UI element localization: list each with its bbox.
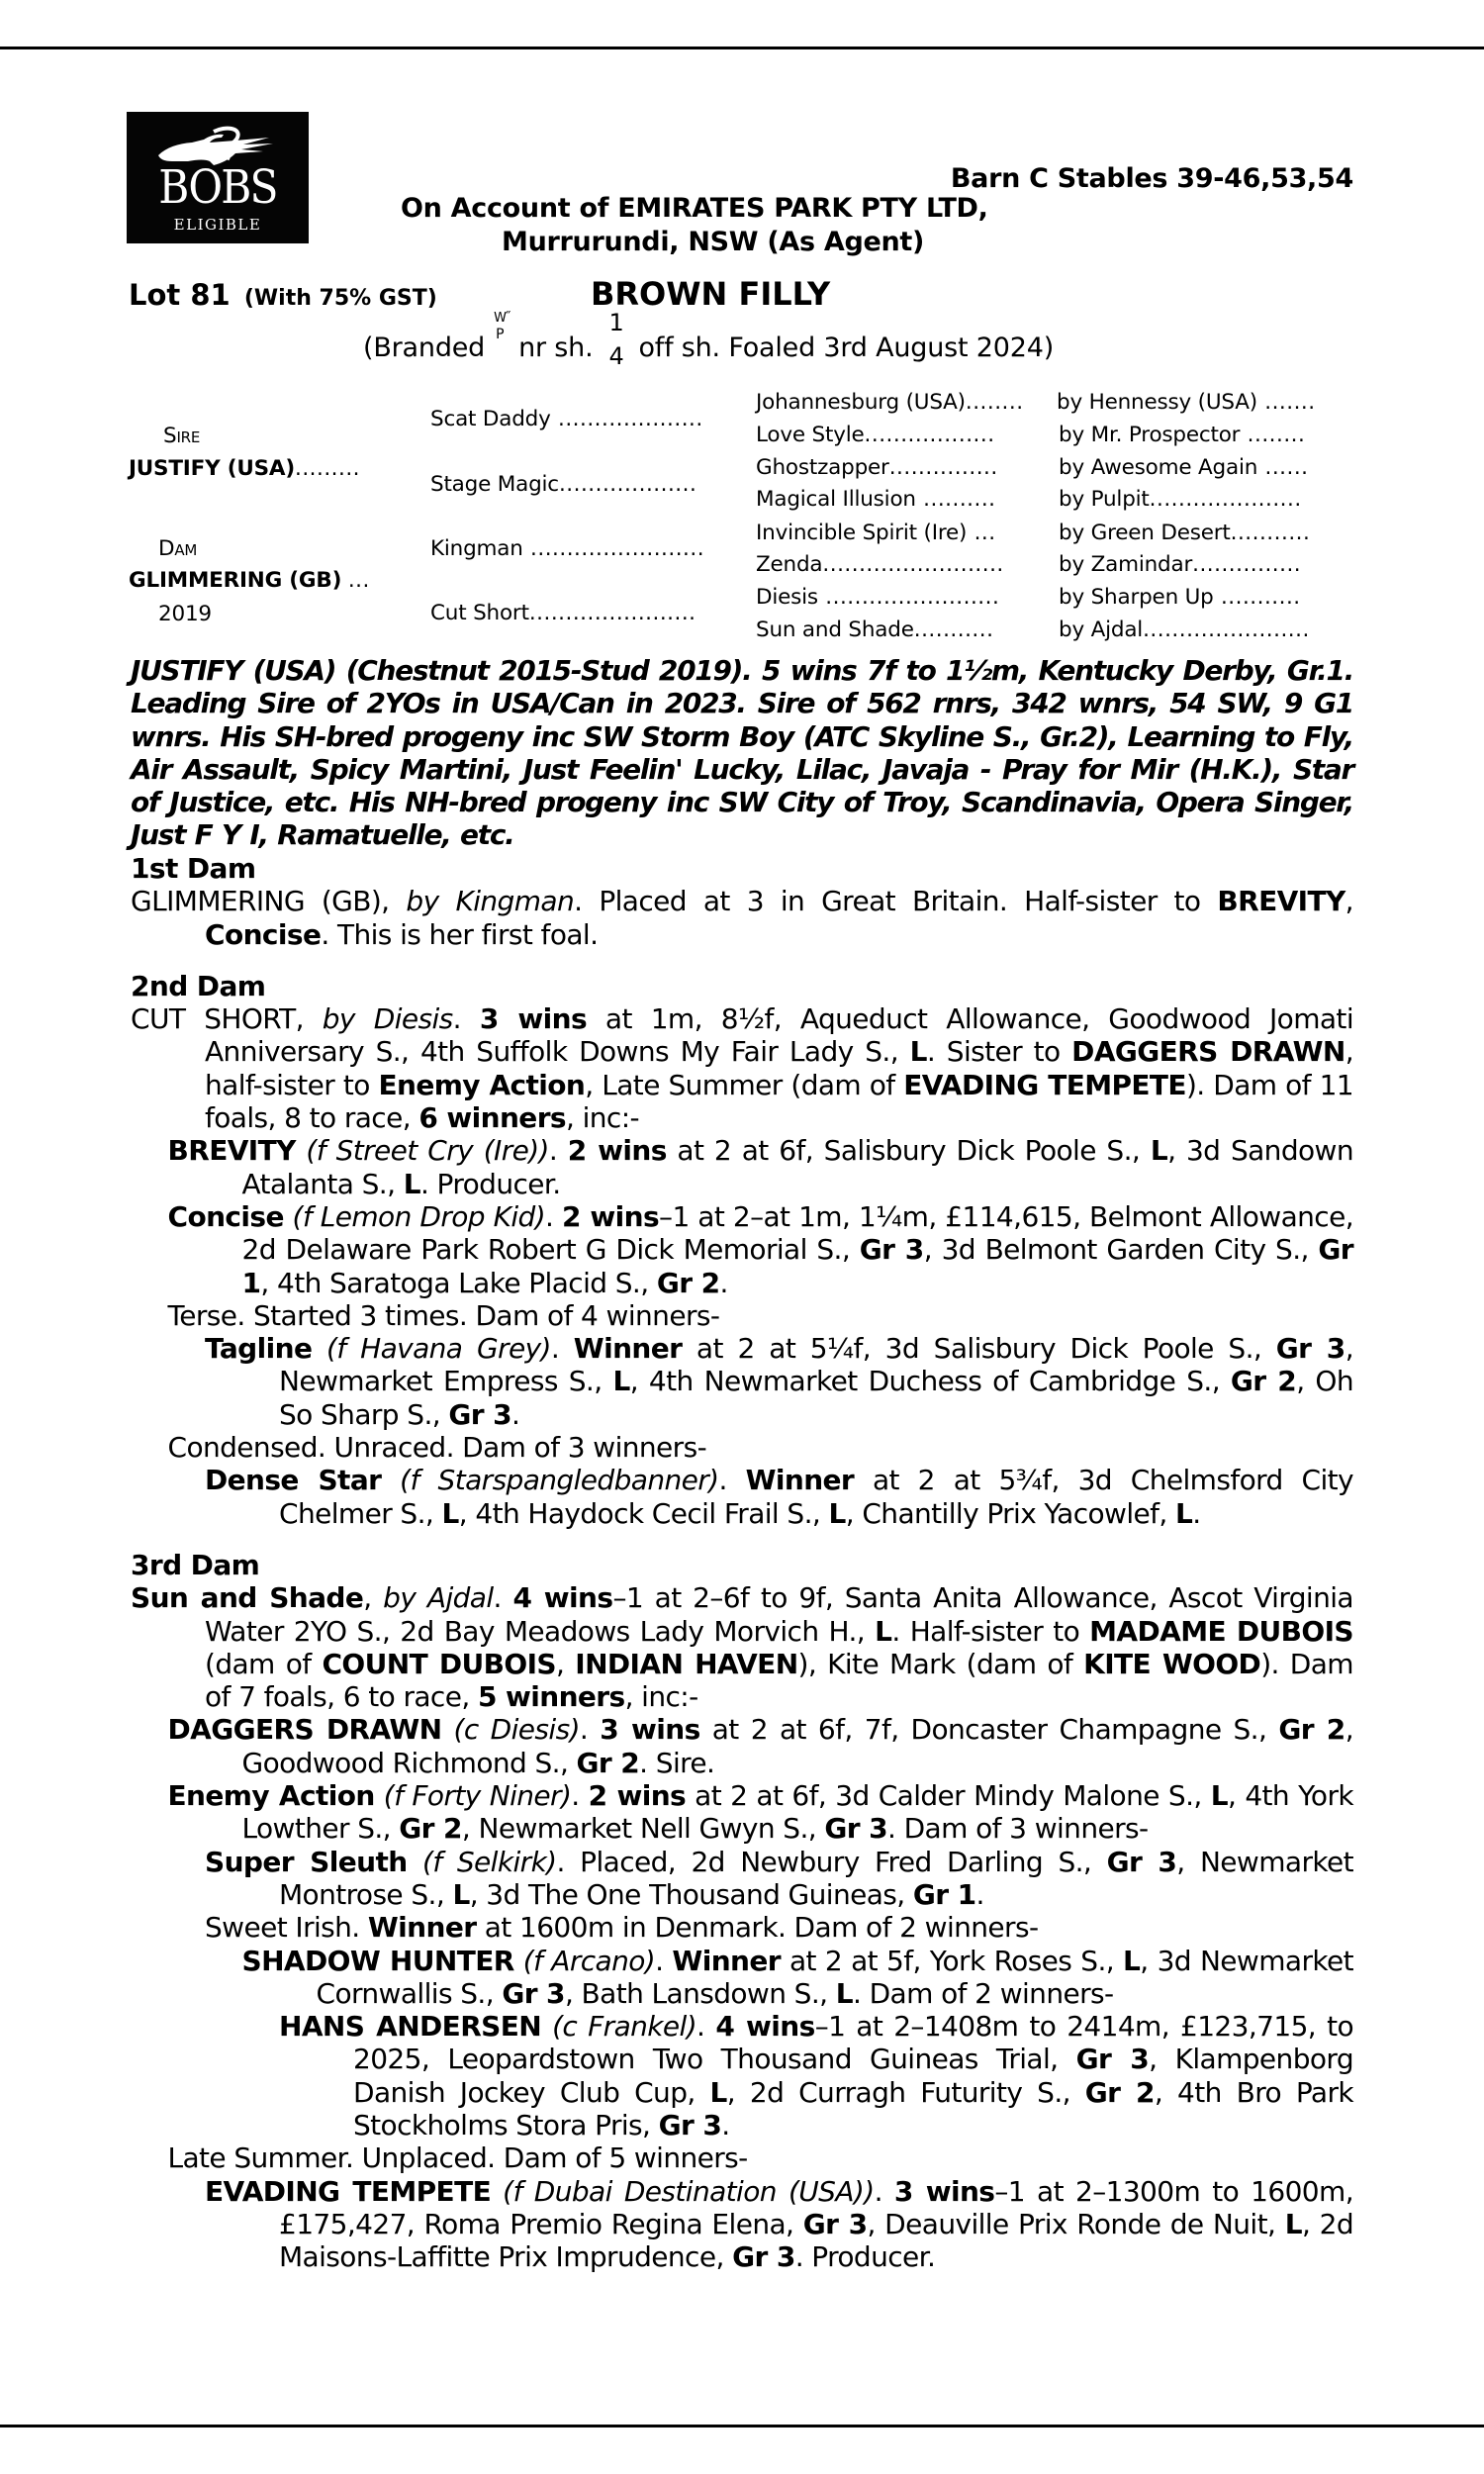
- brand-fraction: 1 4: [608, 309, 624, 370]
- section-heading: 2nd Dam: [131, 969, 266, 1002]
- pedigree-paragraph: GLIMMERING (GB), by Kingman. Placed at 3 in Great Britain. Half-sister to BREVITY, Concise. This is her first foal.: [131, 885, 1353, 951]
- gen3-ancestor-sire: by Pulpit.....................: [1059, 487, 1302, 512]
- gen3-ancestor: Ghostzapper...............: [756, 455, 998, 480]
- pedigree-paragraph: Terse. Started 3 times. Dam of 4 winners-: [167, 1298, 720, 1332]
- gen3-ancestor-sire: by Zamindar...............: [1059, 552, 1302, 577]
- section-heading: 1st Dam: [131, 852, 256, 885]
- gen3-ancestor-sire: by Mr. Prospector ........: [1059, 423, 1306, 447]
- gen2-sire-dam: Stage Magic...................: [430, 472, 697, 497]
- brand-near: nr sh.: [518, 333, 594, 363]
- pedigree-paragraph: CUT SHORT, by Diesis. 3 wins at 1m, 8½f, Aqueduct Allowance, Goodwood Jomati Anniversary S., 4th Suffolk Downs My Fair Lady S., L. Sister to DAGGERS DRAWN, half-sister to Enemy Action, Late Summer (dam of EVADING TEMPETE). Dam of 11 foals, 8 to race, 6 winners, inc:-: [131, 1002, 1354, 1135]
- gen2-dam-sire: Kingman ........................: [430, 536, 705, 561]
- pedigree-paragraph: EVADING TEMPETE (f Dubai Destination (USA)). 3 wins–1 at 2–1300m to 1600m, £175,427, Roma Premio Regina Elena, Gr 3, Deauville Prix Ronde de Nuit, L, 2d Maisons-Laffitte Prix Imprudence, Gr 3. Producer.: [205, 2174, 1354, 2274]
- barn-stables: Barn C Stables 39-46,53,54: [950, 163, 1353, 194]
- sire-label: Sire: [163, 424, 201, 448]
- dam-lines: [131, 852, 1353, 2273]
- gen3-ancestor: Invincible Spirit (Ire) ...: [756, 521, 996, 545]
- bottom-rule: [0, 2425, 1484, 2427]
- pedigree-paragraph: Condensed. Unraced. Dam of 3 winners-: [167, 1431, 707, 1465]
- logo-wordmark: BOBS: [158, 160, 277, 215]
- dam-label: Dam: [158, 536, 198, 561]
- gen3-ancestor-sire: by Green Desert...........: [1059, 521, 1311, 545]
- pedigree-paragraph: Concise (f Lemon Drop Kid). 2 wins–1 at 2–at 1m, 1¼m, £114,615, Belmont Allowance, 2d Delaware Park Robert G Dick Memorial S., Gr 3, 3d Belmont Garden City S., Gr 1, 4th Saratoga Lake Placid S., Gr 2.: [167, 1199, 1353, 1299]
- section-gap: [131, 951, 1353, 970]
- pedigree-paragraph: Sweet Irish. Winner at 1600m in Denmark. Dam of 2 winners-: [205, 1911, 1039, 1945]
- vendor-line-2: Murrurundi, NSW (As Agent): [502, 227, 925, 257]
- gen2-dam-dam: Cut Short.......................: [430, 601, 696, 625]
- section-heading: 3rd Dam: [131, 1548, 260, 1581]
- brand-description: [363, 309, 1055, 370]
- dam-year: 2019: [158, 602, 212, 626]
- gen2-sire-sire: Scat Daddy ....................: [430, 407, 703, 431]
- logo-subtitle: ELIGIBLE: [173, 216, 262, 234]
- pedigree-paragraph: BREVITY (f Street Cry (Ire)). 2 wins at 2 at 6f, Salisbury Dick Poole S., L, 3d Sandown Atalanta S., L. Producer.: [167, 1134, 1353, 1200]
- pedigree-paragraph: Dense Star (f Starspangledbanner). Winner at 2 at 5¾f, 3d Chelmsford City Chelmer S., L, 4th Haydock Cecil Frail S., L, Chantilly Prix Yacowlef, L.: [205, 1464, 1353, 1530]
- colour-sex-title: BROWN FILLY: [591, 275, 831, 313]
- gen3-ancestor-sire: by Hennessy (USA) .......: [1057, 390, 1316, 415]
- pedigree-paragraph: DAGGERS DRAWN (c Diesis). 3 wins at 2 at 6f, 7f, Doncaster Champagne S., Gr 2, Goodwood Richmond S., Gr 2. Sire.: [167, 1713, 1353, 1779]
- gen3-ancestor: Love Style..................: [756, 423, 995, 447]
- vendor-line-1: On Account of EMIRATES PARK PTY LTD,: [401, 193, 988, 224]
- gen3-ancestor: Diesis ........................: [756, 585, 1000, 610]
- gen3-ancestor-sire: by Ajdal.......................: [1059, 618, 1310, 642]
- gen3-ancestor: Sun and Shade...........: [756, 618, 994, 642]
- dam-name: GLIMMERING (GB) ...: [129, 568, 370, 593]
- gen3-ancestor: Magical Illusion ..........: [756, 487, 996, 512]
- gen3-ancestor: Johannesburg (USA)........: [756, 390, 1024, 415]
- brand-open: (Branded: [363, 333, 486, 363]
- brand-rest: off sh. Foaled 3rd August 2024): [638, 333, 1055, 363]
- pedigree-paragraph: Super Sleuth (f Selkirk). Placed, 2d Newbury Fred Darling S., Gr 3, Newmarket Montrose S., L, 3d The One Thousand Guineas, Gr 1.: [205, 1845, 1353, 1911]
- lot-number: [129, 278, 437, 312]
- pedigree-paragraph: SHADOW HUNTER (f Arcano). Winner at 2 at 5f, York Roses S., L, 3d Newmarket Cornwallis S., Gr 3, Bath Lansdown S., L. Dam of 2 winners-: [241, 1944, 1353, 2010]
- brand-mark-icon: W˝ P: [494, 311, 510, 342]
- pedigree-paragraph: Tagline (f Havana Grey). Winner at 2 at 5¼f, 3d Salisbury Dick Poole S., Gr 3, Newmarket Empress S., L, 4th Newmarket Duchess of Cambridge S., Gr 2, Oh So Sharp S., Gr 3.: [205, 1332, 1354, 1431]
- section-gap: [131, 1530, 1353, 1549]
- sire-summary: JUSTIFY (USA) (Chestnut 2015-Stud 2019). 5 wins 7f to 1½m, Kentucky Derby, Gr.1. Leading Sire of 2YOs in USA/Can in 2023. Sire of 562 rnrs, 342 wnrs, 54 SW, 9 G1 wnrs. His SH-bred progeny inc SW Storm Boy (ATC Skyline S., Gr.2), Learning to Fly, Air Assault, Spicy Martini, Just Feelin' Lucky, Lilac, Javaja - Pray for Mir (H.K.), Star of Justice, etc. His NH-bred progeny inc SW City of Troy, Scandinavia, Opera Singer, Just F Y I, Ramatuelle, etc.: [131, 654, 1353, 852]
- gen3-ancestor-sire: by Awesome Again ......: [1059, 455, 1309, 480]
- pedigree-paragraph: Late Summer. Unplaced. Dam of 5 winners-: [167, 2141, 748, 2175]
- top-rule: [0, 47, 1484, 49]
- lot-gst: (With 75% GST): [243, 286, 437, 311]
- gen3-ancestor: Zenda.........................: [756, 552, 1004, 577]
- pedigree-paragraph: HANS ANDERSEN (c Frankel). 4 wins–1 at 2–1408m to 2414m, £123,715, to 2025, Leopardstown Two Thousand Guineas Trial, Gr 3, Klampenborg Danish Jockey Club Cup, L, 2d Curragh Futurity S., Gr 2, 4th Bro Park Stockholms Stora Pris, Gr 3.: [279, 2010, 1353, 2141]
- sire-name: JUSTIFY (USA).........: [129, 456, 360, 481]
- gen3-ancestor-sire: by Sharpen Up ...........: [1059, 585, 1301, 610]
- lot-label: Lot 81: [129, 278, 231, 312]
- pedigree-paragraph: Enemy Action (f Forty Niner). 2 wins at 2 at 6f, 3d Calder Mindy Malone S., L, 4th York Lowther S., Gr 2, Newmarket Nell Gwyn S., Gr 3. Dam of 3 winners-: [167, 1779, 1353, 1846]
- pedigree-paragraph: Sun and Shade, by Ajdal. 4 wins–1 at 2–6f to 9f, Santa Anita Allowance, Ascot Virginia Water 2YO S., 2d Bay Meadows Lady Morvich H., L. Half-sister to MADAME DUBOIS (dam of COUNT DUBOIS, INDIAN HAVEN), Kite Mark (dam of KITE WOOD). Dam of 7 foals, 6 to race, 5 winners, inc:-: [131, 1581, 1353, 1714]
